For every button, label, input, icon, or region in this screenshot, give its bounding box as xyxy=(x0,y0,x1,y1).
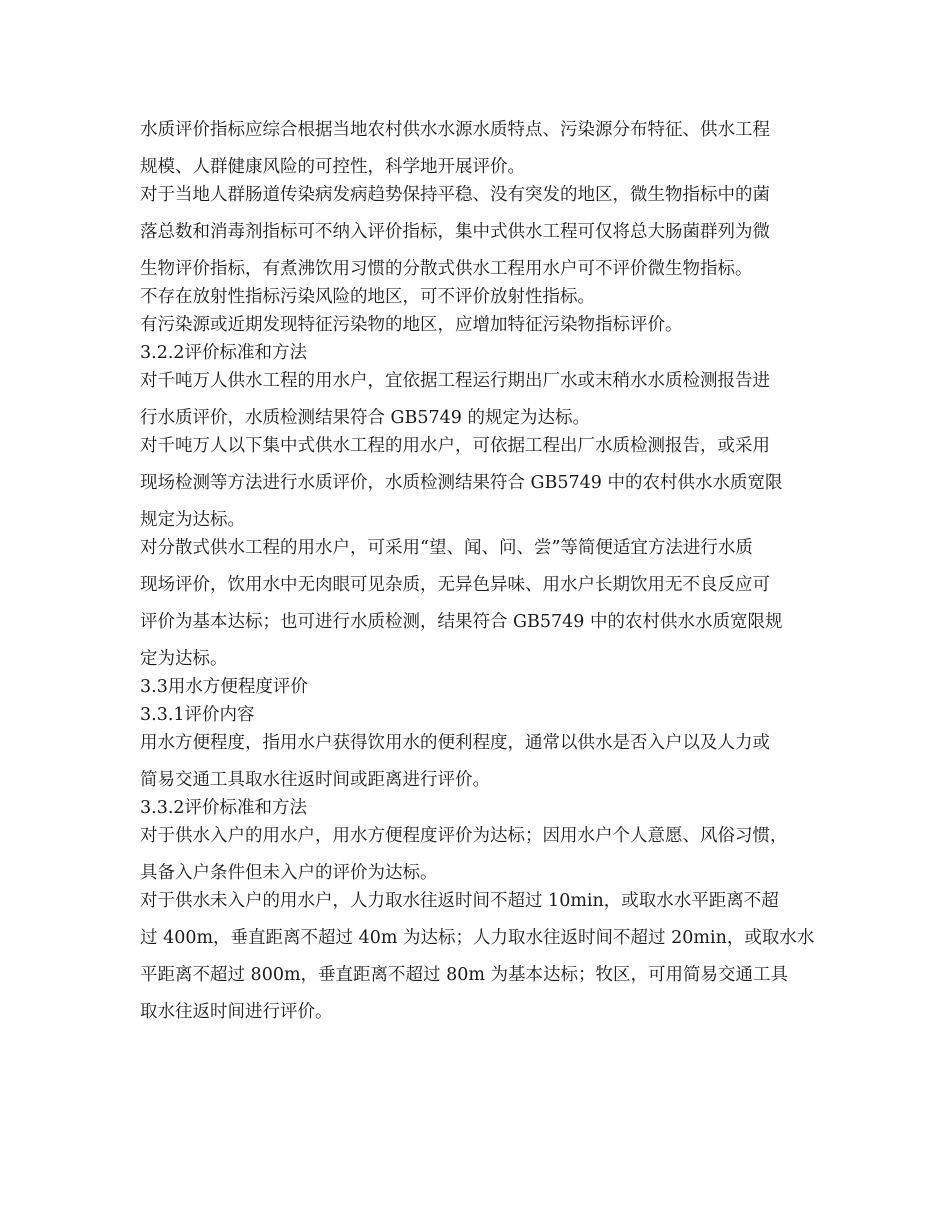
paragraph-line: 对于供水入户的用水户，用水方便程度评价为达标；因用水户个人意愿、风俗习惯， xyxy=(140,826,788,846)
paragraph-line: 规定为达标。 xyxy=(140,510,245,530)
paragraph-line: 不存在放射性指标污染风险的地区，可不评价放射性指标。 xyxy=(140,287,595,307)
paragraph-line: 对于供水未入户的用水户，人力取水往返时间不超过 10min，或取水水平距离不超 xyxy=(140,891,779,911)
paragraph-line: 对千吨万人供水工程的用水户，宜依据工程运行期出厂水或末稍水水质检测报告进 xyxy=(140,371,770,391)
paragraph-line: 规模、人群健康风险的可控性，科学地开展评价。 xyxy=(140,157,525,177)
section-heading: 3.3.2评价标准和方法 xyxy=(140,798,308,818)
section-heading: 3.2.2评价标准和方法 xyxy=(140,343,308,363)
paragraph-line: 有污染源或近期发现特征污染物的地区，应增加特征污染物指标评价。 xyxy=(140,315,683,335)
paragraph-line: 具备入户条件但未入户的评价为达标。 xyxy=(140,863,438,883)
paragraph-line: 定为达标。 xyxy=(140,649,228,669)
paragraph-line: 平距离不超过 800m，垂直距离不超过 80m 为基本达标；牧区，可用简易交通工具 xyxy=(140,965,789,985)
paragraph-line: 对分散式供水工程的用水户，可采用“望、闻、问、尝”等简便适宜方法进行水质 xyxy=(140,538,753,558)
section-heading: 3.3.1评价内容 xyxy=(140,705,255,725)
document-body xyxy=(140,116,830,1026)
paragraph-line: 评价为基本达标；也可进行水质检测，结果符合 GB5749 中的农村供水水质宽限规 xyxy=(140,612,783,632)
paragraph-line: 水质评价指标应综合根据当地农村供水水源水质特点、污染源分布特征、供水工程 xyxy=(140,120,770,140)
paragraph-line: 对千吨万人以下集中式供水工程的用水户，可依据工程出厂水质检测报告，或采用 xyxy=(140,436,770,456)
paragraph-line: 用水方便程度，指用水户获得饮用水的便利程度，通常以供水是否入户以及人力或 xyxy=(140,733,770,753)
paragraph-line: 现场检测等方法进行水质评价，水质检测结果符合 GB5749 中的农村供水水质宽限 xyxy=(140,473,783,493)
paragraph-line: 现场评价，饮用水中无肉眼可见杂质，无异色异味、用水户长期饮用无不良反应可 xyxy=(140,575,770,595)
paragraph-line: 生物评价指标，有煮沸饮用习惯的分散式供水工程用水户可不评价微生物指标。 xyxy=(140,259,753,279)
paragraph-line: 简易交通工具取水往返时间或距离进行评价。 xyxy=(140,770,490,790)
paragraph-line: 落总数和消毒剂指标可不纳入评价指标，集中式供水工程可仅将总大肠菌群列为微 xyxy=(140,222,770,242)
paragraph-line: 行水质评价，水质检测结果符合 GB5749 的规定为达标。 xyxy=(140,408,590,428)
section-heading: 3.3用水方便程度评价 xyxy=(140,677,308,697)
paragraph-line: 过 400m，垂直距离不超过 40m 为达标；人力取水往返时间不超过 20min，或取水水 xyxy=(140,928,815,948)
paragraph-line: 取水往返时间进行评价。 xyxy=(140,1002,333,1022)
paragraph-line: 对于当地人群肠道传染病发病趋势保持平稳、没有突发的地区，微生物指标中的菌 xyxy=(140,185,770,205)
